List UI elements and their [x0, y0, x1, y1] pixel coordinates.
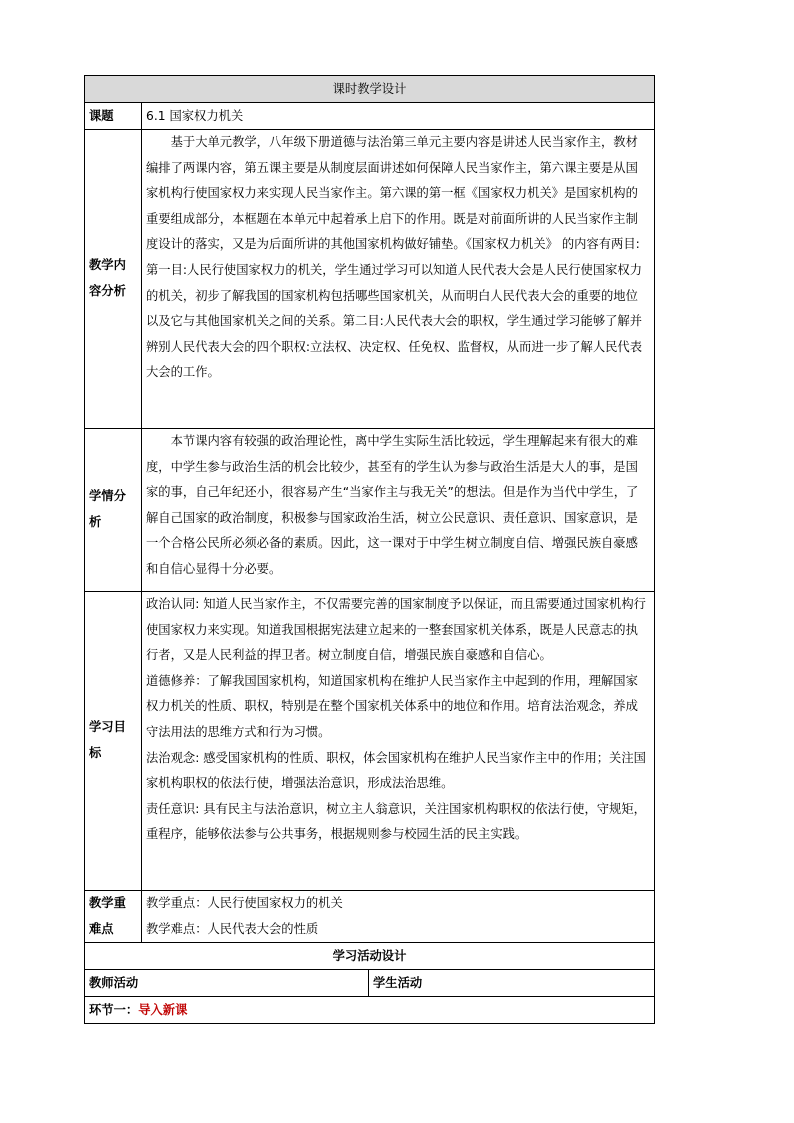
- topic-label: 课题: [85, 103, 142, 130]
- table-title: 课时教学设计: [85, 76, 655, 103]
- student-activity-header: 学生活动: [369, 970, 655, 997]
- goal-moral: 道德修养：了解我国国家机构，知道国家机构在维护人民当家作主中起到的作用，理解国家权力机关的性质、职权，特别是在整个国家机关体系中的地位和作用。培育法治观念，养成守法用法的思维方式和行为习惯。: [146, 673, 638, 739]
- difficult-point-text: 教学难点：人民代表大会的性质: [146, 921, 319, 936]
- step-label: 环节一：: [89, 1003, 139, 1018]
- teacher-activity-header: 教师活动: [85, 970, 369, 997]
- lesson-plan-document: [84, 75, 654, 1024]
- lesson-plan-table: [84, 75, 655, 1024]
- key-points-cell: [142, 891, 655, 943]
- step-one-row: [85, 997, 655, 1024]
- goal-law: 法治观念: 感受国家机构的性质、职权，体会国家机构在维护人民当家作主中的作用；关注国家机构职权的依法行使，增强法治意识，形成法治思维。: [146, 750, 646, 791]
- goal-responsibility: 责任意识: 具有民主与法治意识，树立主人翁意识，关注国家机构职权的依法行使，守规矩，重程序，能够依法参与公共事务，根据规则参与校园生活的民主实践。: [146, 801, 646, 842]
- learning-goals-cell: [142, 592, 655, 891]
- goal-political: 政治认同: 知道人民当家作主，不仅需要完善的国家制度予以保证，而且需要通过国家机构行使国家权力来实现。知道我国根据宪法建立起来的一整套国家机关体系，既是人民意志的执行者，又是人民利益的捍卫者。树立制度自信，增强民族自豪感和自信心。: [146, 597, 646, 663]
- activity-design-title: 学习活动设计: [85, 943, 655, 970]
- learning-goals-label: 学习目标: [85, 592, 142, 891]
- topic-value: 6.1 国家权力机关: [142, 103, 655, 130]
- student-analysis-label: 学情分析: [85, 429, 142, 592]
- content-analysis-label: 教学内容分析: [85, 130, 142, 429]
- content-analysis-cell: [142, 130, 655, 429]
- student-analysis-cell: [142, 429, 655, 592]
- content-analysis-text: 基于大单元教学，八年级下册道德与法治第三单元主要内容是讲述人民当家作主，教材编排了两课内容，第五课主要是从制度层面讲述如何保障人民当家作主，第六课主要是从国家机构行使国家权力来实现人民当家作主。第六课的第一框《国家权力机关》是国家机构的重要组成部分，本框题在本单元中起着承上启下的作用。既是对前面所讲的人民当家作主制度设计的落实，又是为后面所讲的其他国家机构做好铺垫。《国家权力机关》 的内容有两目:第一目:人民行使国家权力的机关，学生通过学习可以知道人民代表大会是人民行使国家权力的机关，初步了解我国的国家机构包括哪些国家机关，从而明白人民代表大会的重要的地位以及它与其他国家机关之间的关系。第二目:人民代表大会的职权，学生通过学习能够了解并辨别人民代表大会的四个职权:立法权、决定权、任免权、监督权，从而进一步了解人民代表大会的工作。: [146, 135, 643, 380]
- key-point-text: 教学重点：人民行使国家权力的机关: [146, 896, 343, 910]
- student-analysis-text: 本节课内容有较强的政治理论性，离中学生实际生活比较远，学生理解起来有很大的难度，中学生参与政治生活的机会比较少，甚至有的学生认为参与政治生活是大人的事，是国家的事，自己年纪还小，很容易产生“当家作主与我无关”的想法。但是作为当代中学生，了解自己国家的政治制度，积极参与国家政治生活，树立公民意识、责任意识、国家意识，是一个合格公民所必须必备的素质。因此，这一课对于中学生树立制度自信、增强民族自豪感和自信心显得十分必要。: [146, 434, 639, 576]
- key-points-label: 教学重难点: [85, 891, 142, 943]
- step-value: 导入新课: [138, 1003, 188, 1018]
